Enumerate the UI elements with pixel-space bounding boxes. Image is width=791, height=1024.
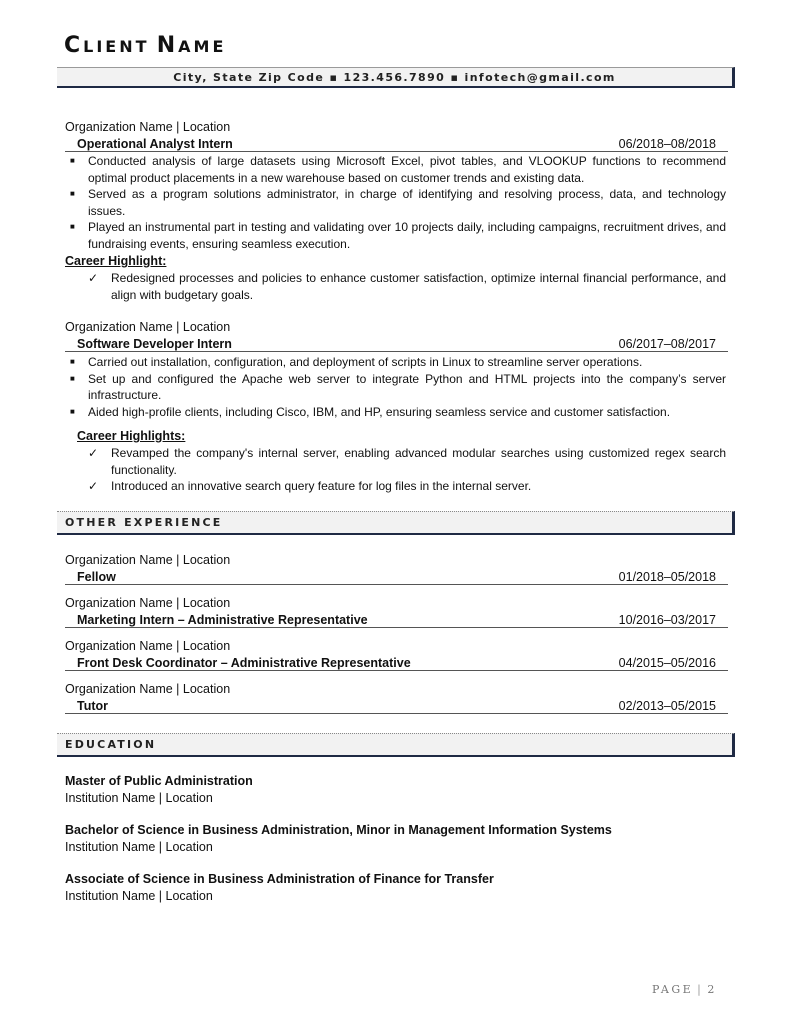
bullet-icon: ■ [70, 156, 75, 165]
job-dates: 06/2017–08/2017 [618, 337, 716, 351]
organization-location: Organization Name | Location [65, 596, 231, 610]
degree-title: Master of Public Administration [65, 774, 253, 788]
highlight-text: Redesigned processes and policies to enhance customer satisfaction, optimize internal financial performance, and align with budgetary goals. [111, 271, 726, 302]
responsibility-text: Aided high-profile clients, including Cisco, IBM, and HP, ensuring seamless service and customer satisfaction. [88, 404, 671, 419]
role-row [65, 698, 728, 714]
section-heading-other-experience [57, 511, 735, 535]
page-number: 2 [707, 983, 717, 996]
institution-location: Institution Name | Location [65, 791, 213, 805]
name-initial-last: N [156, 33, 179, 58]
job-title: Front Desk Coordinator – Administrative Representative [77, 656, 411, 670]
name-rest-first: LIENT [83, 37, 150, 56]
job-title: Tutor [77, 699, 109, 713]
responsibility-text: Set up and configured the Apache web server to integrate Python and HTML projects into the company’s server infrastructure. [88, 371, 726, 403]
organization-location: Organization Name | Location [65, 682, 231, 696]
responsibility-item [70, 153, 726, 186]
checkmark-icon: ✓ [88, 271, 99, 285]
job-dates: 02/2013–05/2015 [618, 699, 716, 713]
bullet-icon: ■ [70, 373, 75, 383]
responsibility-item [70, 371, 726, 404]
section-heading-text: EDUCATION [65, 738, 157, 751]
name-rest-last: AME [178, 37, 227, 56]
job-title: Software Developer Intern [77, 337, 232, 351]
organization-location: Organization Name | Location [65, 120, 231, 134]
bullet-icon: ■ [70, 189, 75, 199]
bullet-icon: ■ [70, 357, 75, 366]
bullet-icon: ■ [70, 222, 75, 232]
responsibility-item [70, 219, 726, 252]
section-heading-education [57, 733, 735, 757]
role-row [65, 136, 728, 152]
highlight-item [88, 445, 726, 478]
career-highlight-heading: Career Highlight: [65, 254, 167, 268]
highlight-list [88, 270, 726, 303]
organization-location: Organization Name | Location [65, 639, 231, 653]
highlight-text: Introduced an innovative search query feature for log files in the internal server. [111, 479, 532, 494]
checkmark-icon: ✓ [88, 446, 99, 460]
checkmark-icon: ✓ [88, 479, 99, 494]
contact-bar [57, 67, 735, 88]
organization-location: Organization Name | Location [65, 320, 231, 334]
role-row [65, 336, 728, 352]
job-dates: 06/2018–08/2018 [618, 137, 716, 151]
highlight-item [88, 270, 726, 303]
responsibility-list [70, 354, 726, 420]
page-label: PAGE [652, 983, 694, 996]
job-dates: 10/2016–03/2017 [618, 613, 716, 627]
responsibility-text: Served as a program solutions administrator, in charge of identifying and resolving process, data, and technology issues. [88, 187, 726, 218]
job-dates: 01/2018–05/2018 [618, 570, 716, 584]
role-row [65, 612, 728, 628]
degree-title: Associate of Science in Business Administration of Finance for Transfer [65, 872, 494, 886]
job-title: Fellow [77, 570, 116, 584]
institution-location: Institution Name | Location [65, 889, 213, 903]
highlight-text: Revamped the company's internal server, enabling advanced modular searches using customized regex search functionality. [111, 446, 726, 477]
responsibility-item [70, 404, 726, 421]
role-row [65, 569, 728, 585]
institution-location: Institution Name | Location [65, 840, 213, 854]
name-initial-first: C [64, 33, 84, 58]
degree-title: Bachelor of Science in Business Administration, Minor in Management Information Systems [65, 823, 612, 837]
responsibility-text: Played an instrumental part in testing and validating over 10 projects daily, including campaigns, recruitment drives, and fundraising events, ensuring seamless execution. [88, 220, 726, 251]
responsibility-item [70, 354, 726, 371]
job-title: Operational Analyst Intern [77, 137, 233, 151]
section-heading-text: OTHER EXPERIENCE [65, 516, 223, 529]
organization-location: Organization Name | Location [65, 553, 231, 567]
client-name [64, 35, 226, 57]
page-footer [652, 983, 717, 996]
highlight-item [88, 478, 726, 495]
role-row [65, 655, 728, 671]
job-title: Marketing Intern – Administrative Representative [77, 613, 368, 627]
responsibility-item [70, 186, 726, 219]
bullet-icon: ■ [70, 406, 75, 416]
job-dates: 04/2015–05/2016 [618, 656, 716, 670]
highlight-list [88, 445, 726, 495]
career-highlights-heading: Career Highlights: [77, 429, 186, 443]
responsibility-list [70, 153, 726, 253]
page-separator: | [697, 983, 704, 996]
responsibility-text: Carried out installation, configuration, and deployment of scripts in Linux to streamline server operations. [88, 355, 643, 369]
responsibility-text: Conducted analysis of large datasets using Microsoft Excel, pivot tables, and VLOOKUP functions to recommend optimal product placements in a new warehouse based on customer trends and existing data. [88, 154, 726, 185]
contact-info: City, State Zip Code ▪ 123.456.7890 ▪ infotech@gmail.com [173, 70, 616, 84]
